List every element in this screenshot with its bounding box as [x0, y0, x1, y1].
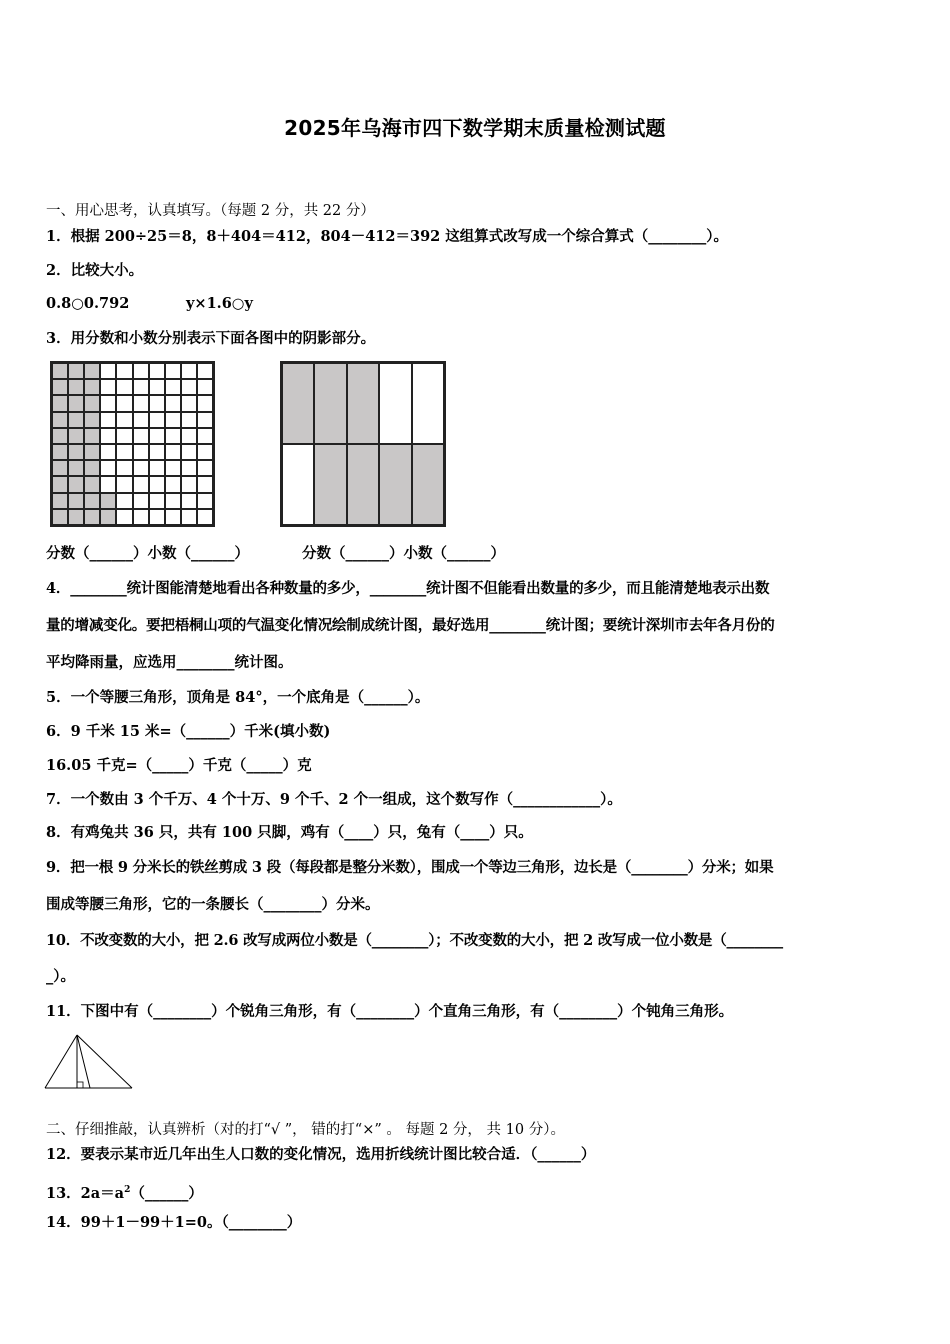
question-14: 14．99＋1－99＋1=0。（________） [46, 1214, 302, 1231]
grid-cell [68, 509, 84, 525]
grid-cell [165, 444, 181, 460]
question-3-answer-1: 分数（______）小数（______） [46, 545, 249, 562]
grid-cell [68, 379, 84, 395]
grid-cell [149, 476, 165, 492]
question-13-suffix: （______） [130, 1184, 203, 1202]
grid-cell [68, 363, 84, 379]
grid-cell [116, 493, 132, 509]
grid-cell [149, 493, 165, 509]
grid-cell [84, 493, 100, 509]
question-3: 3．用分数和小数分别表示下面各图中的阴影部分。 [46, 330, 376, 347]
question-2: 2．比较大小。 [46, 262, 144, 279]
grid-cell [149, 379, 165, 395]
grid-cell [165, 395, 181, 411]
question-9-line-1: 9．把一根 9 分米长的铁丝剪成 3 段（每段都是整分米数），围成一个等边三角形，边长是（________）分米；如果 [46, 859, 774, 876]
grid-cell [133, 493, 149, 509]
question-4-line-1: 4．________统计图能清楚地看出各种数量的多少，________统计图不但能看出数量的多少，而且能清楚地表示出数 [46, 580, 770, 597]
grid-cell [181, 444, 197, 460]
grid-cell [197, 493, 213, 509]
grid-cell [100, 395, 116, 411]
section1-heading: 一、用心思考，认真填写。（每题 2 分，共 22 分） [46, 203, 375, 219]
grid-cell [149, 412, 165, 428]
grid-cell [52, 509, 68, 525]
grid-cell [116, 509, 132, 525]
grid-cell [52, 379, 68, 395]
grid-cell [149, 363, 165, 379]
question-2a: 0.8○0.792 [46, 295, 130, 312]
grid-cell [116, 476, 132, 492]
grid-cell [181, 493, 197, 509]
question-3-answer-2: 分数（______）小数（______） [302, 545, 505, 562]
grid-cell [68, 476, 84, 492]
question-9-line-2: 围成等腰三角形，它的一条腰长（________）分米。 [46, 896, 380, 913]
grid-cell [149, 460, 165, 476]
grid-cell [68, 428, 84, 444]
grid-cell [197, 476, 213, 492]
grid-cell [84, 428, 100, 444]
grid-cell [165, 460, 181, 476]
grid-cell [133, 412, 149, 428]
grid-cell [100, 444, 116, 460]
grid-cell [347, 444, 379, 525]
grid-cell [149, 444, 165, 460]
grid-cell [84, 412, 100, 428]
grid-cell [52, 444, 68, 460]
grid-cell [52, 460, 68, 476]
grid-cell [52, 395, 68, 411]
grid-cell [197, 460, 213, 476]
grid-cell [116, 363, 132, 379]
grid-cell [412, 363, 444, 444]
grid-cell [165, 493, 181, 509]
grid-cell [165, 509, 181, 525]
question-5: 5．一个等腰三角形，顶角是 84°，一个底角是（______）。 [46, 689, 430, 706]
grid-cell [412, 444, 444, 525]
grid-cell [100, 412, 116, 428]
question-2b: y×1.6○y [186, 295, 253, 312]
grid-cell [133, 379, 149, 395]
grid-cell [133, 460, 149, 476]
grid-cell [100, 363, 116, 379]
grid-cell [197, 509, 213, 525]
question-1: 1．根据 200÷25＝8，8＋404＝412，804－412＝392 这组算式改写成一个综合算式（________）。 [46, 228, 729, 245]
grid-cell [116, 379, 132, 395]
ten-cell-figure [280, 361, 446, 527]
grid-cell [197, 412, 213, 428]
question-13-exponent: 2 [124, 1185, 131, 1195]
grid-cell [149, 509, 165, 525]
grid-cell [84, 460, 100, 476]
grid-cell [133, 476, 149, 492]
question-4-line-3: 平均降雨量，应选用________统计图。 [46, 654, 293, 671]
grid-cell [314, 444, 346, 525]
question-12: 12．要表示某市近几年出生人口数的变化情况，选用折线统计图比较合适．（______） [46, 1146, 596, 1163]
question-6: 6．9 千米 15 米=（______）千米(填小数) [46, 723, 331, 740]
question-10-line-2: _）。 [46, 968, 75, 985]
question-7: 7．一个数由 3 个千万、4 个十万、9 个千、2 个一组成，这个数写作（____________）。 [46, 791, 622, 808]
grid-cell [149, 428, 165, 444]
grid-cell [181, 428, 197, 444]
grid-cell [100, 509, 116, 525]
grid-cell [84, 509, 100, 525]
grid-cell [52, 363, 68, 379]
grid-cell [181, 395, 197, 411]
grid-cell [282, 363, 314, 444]
grid-cell [181, 460, 197, 476]
grid-cell [84, 379, 100, 395]
grid-cell [181, 363, 197, 379]
grid-cell [100, 476, 116, 492]
question-13-prefix: 13．2a＝a [46, 1184, 125, 1202]
grid-cell [165, 363, 181, 379]
grid-cell [197, 363, 213, 379]
grid-cell [116, 412, 132, 428]
grid-cell [181, 509, 197, 525]
grid-cell [133, 444, 149, 460]
triangle-figure [44, 1033, 136, 1091]
grid-cell [100, 428, 116, 444]
grid-cell [68, 412, 84, 428]
grid-cell [165, 476, 181, 492]
grid-cell [379, 363, 411, 444]
grid-cell [52, 493, 68, 509]
grid-cell [133, 509, 149, 525]
grid-cell [52, 428, 68, 444]
grid-cell [68, 460, 84, 476]
question-8: 8．有鸡兔共 36 只，共有 100 只脚，鸡有（____）只，兔有（____）只。 [46, 824, 533, 841]
grid-cell [379, 444, 411, 525]
page-title: 2025年乌海市四下数学期末质量检测试题 [284, 116, 666, 140]
grid-cell [282, 444, 314, 525]
grid-cell [165, 412, 181, 428]
question-11: 11．下图中有（________）个锐角三角形，有（________）个直角三角形，有（________）个钝角三角形。 [46, 1003, 734, 1020]
question-10-line-1: 10．不改变数的大小，把 2.6 改写成两位小数是（________）；不改变数的大小，把 2 改写成一位小数是（________ [46, 932, 783, 949]
grid-cell [133, 428, 149, 444]
grid-cell [197, 444, 213, 460]
question-4-line-2: 量的增减变化。要把梧桐山项的气温变化情况绘制成统计图，最好选用________统计图；要统计深圳市去年各月份的 [46, 617, 775, 634]
grid-cell [52, 476, 68, 492]
grid-cell [197, 379, 213, 395]
hundred-grid-figure [50, 361, 215, 527]
section2-heading: 二、仔细推敲，认真辨析（对的打“√ ”， 错的打“×” 。 每题 2 分， 共 10 分）。 [46, 1122, 565, 1138]
grid-cell [84, 476, 100, 492]
grid-cell [116, 428, 132, 444]
grid-cell [100, 493, 116, 509]
grid-cell [347, 363, 379, 444]
grid-cell [149, 395, 165, 411]
grid-cell [116, 460, 132, 476]
grid-cell [84, 444, 100, 460]
question-13 [46, 1180, 203, 1204]
grid-cell [100, 379, 116, 395]
grid-cell [68, 493, 84, 509]
grid-cell [181, 412, 197, 428]
grid-cell [181, 379, 197, 395]
grid-cell [165, 379, 181, 395]
grid-cell [52, 412, 68, 428]
grid-cell [181, 476, 197, 492]
grid-cell [133, 363, 149, 379]
grid-cell [100, 460, 116, 476]
grid-cell [197, 395, 213, 411]
grid-cell [116, 395, 132, 411]
grid-cell [84, 363, 100, 379]
grid-cell [314, 363, 346, 444]
question-6b: 16.05 千克=（_____）千克（_____）克 [46, 757, 312, 774]
grid-cell [165, 428, 181, 444]
grid-cell [116, 444, 132, 460]
grid-cell [84, 395, 100, 411]
grid-cell [133, 395, 149, 411]
grid-cell [68, 444, 84, 460]
grid-cell [197, 428, 213, 444]
grid-cell [68, 395, 84, 411]
